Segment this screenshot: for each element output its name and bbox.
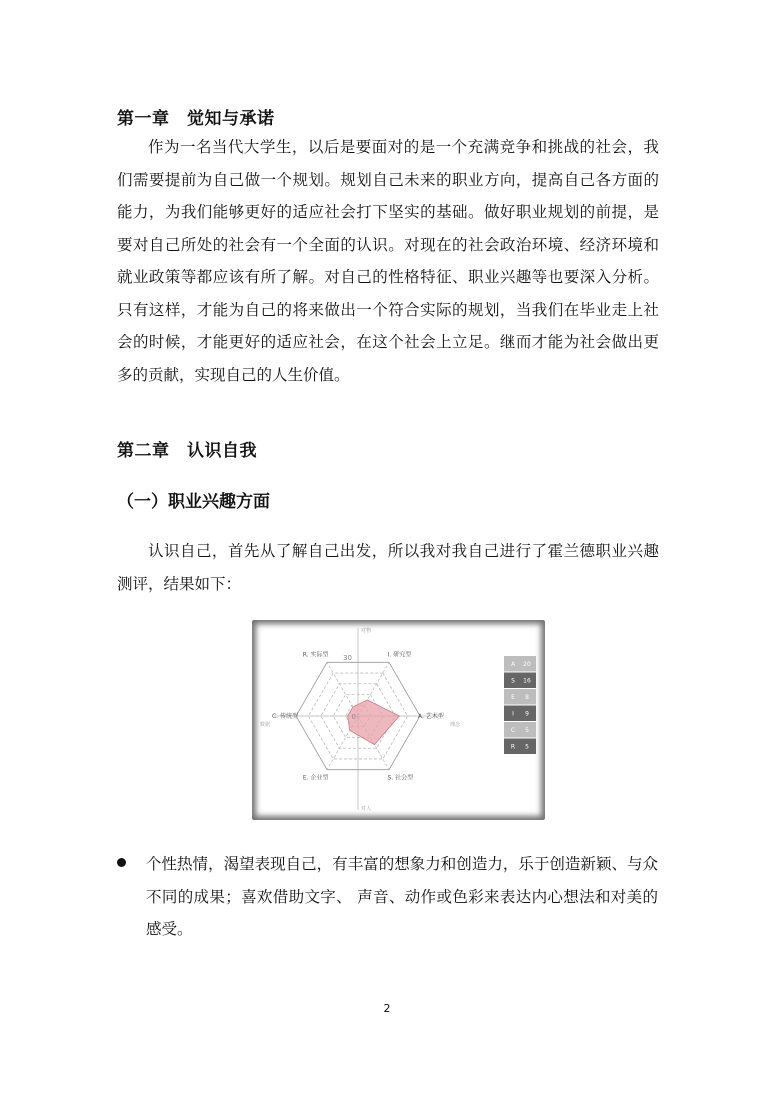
score-row <box>504 656 536 672</box>
bullet-dot <box>117 858 126 867</box>
score-value: 8 <box>525 694 529 701</box>
holland-radar-chart <box>252 620 545 820</box>
score-value: 5 <box>525 743 529 751</box>
axis-label: S. 社会型 <box>387 774 414 782</box>
axis-label: I. 研究型 <box>387 651 412 659</box>
score-code: C <box>510 727 516 734</box>
chapter2-title: 第二章 认识自我 <box>117 441 257 461</box>
direction-label-bottom: 对人 <box>361 806 372 812</box>
score-code: S <box>511 677 515 685</box>
axis-label: R. 实际型 <box>302 651 329 659</box>
radar-svg <box>252 620 545 820</box>
scale-label-min: 0 <box>351 713 356 721</box>
score-value: 9 <box>525 710 529 718</box>
scale-label-max: 30 <box>343 654 352 662</box>
page-number: 2 <box>383 1002 391 1015</box>
score-row <box>504 722 536 738</box>
section1-title: （一）职业兴趣方面 <box>117 492 270 512</box>
score-value: 16 <box>523 677 531 685</box>
score-code: A <box>510 661 516 668</box>
axis-label: E. 企业型 <box>302 774 329 782</box>
bullet-item: 个性热情，渴望表现自己，有丰富的想象力和创造力，乐于创造新颖、与众不同的成果；喜欢借助文字、 声音、动作或色彩来表达内心想法和对美的感受。 <box>146 855 658 938</box>
score-code: I <box>512 710 514 718</box>
chapter2-intro: 认识自己，首先从了解自己出发，所以我对我自己进行了霍兰德职业兴趣测评，结果如下： <box>117 542 659 593</box>
axis-label: A. 艺术型 <box>418 713 444 720</box>
score-code: R <box>510 743 516 751</box>
axis-label: C. 传统型 <box>271 713 298 720</box>
chapter1-paragraph: 作为一名当代大学生，以后是要面对的是一个充满竞争和挑战的社会，我们需要提前为自己做一个规划。规划自己未来的职业方向，提高自己各方面的能力，为我们能够更好的适应社会打下坚实的基础。做好职业规划的前提，是要对自己所处的社会有一个全面的认识。对现在的社会政治环境、经济环境和就业政策等都应该有所了解。对自己的性格特征、职业兴趣等也要深入分析。只有这样，才能为自己的将来做出一个符合实际的规划，当我们在毕业走上社会的时候，才能更好的适应社会，在这个社会上立足。继而才能为社会做出更多的贡献，实现自己的人生价值。 <box>117 138 659 384</box>
score-row <box>504 739 536 755</box>
direction-label-top: 对物 <box>361 628 372 634</box>
data-area <box>348 700 400 745</box>
score-row <box>504 706 536 722</box>
score-row <box>504 689 536 705</box>
direction-label-right: 理念 <box>450 722 461 728</box>
score-value: 20 <box>523 661 531 668</box>
direction-label-left: 数据 <box>260 722 271 728</box>
score-row <box>504 673 536 689</box>
score-value: 5 <box>525 727 529 734</box>
chapter1-title: 第一章 觉知与承诺 <box>117 109 275 129</box>
score-code: E <box>511 694 515 701</box>
